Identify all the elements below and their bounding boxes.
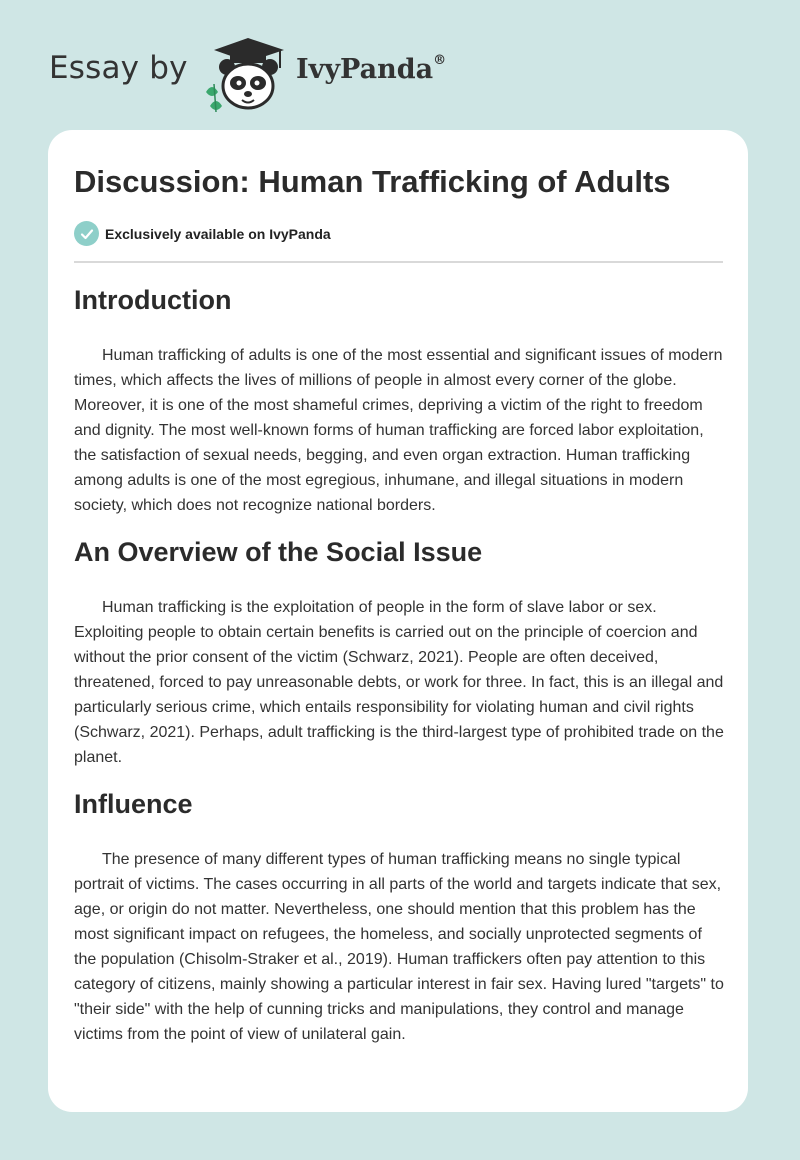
brand-name[interactable]: IvyPanda® [296,53,447,85]
exclusive-badge-label: Exclusively available on IvyPanda [105,225,331,242]
page-title: Discussion: Human Trafficking of Adults [74,164,671,199]
section-paragraph-influence: The presence of many different types of human trafficking means no single typical portrait of victims. The cases occurring in all parts of the world and targets indicate that sex, age, or origin do not matter. Nevertheless, one should mention that this problem has the most significant impact on refugees, the homeless, and socially unprotected segments of the population (Chisolm-Straker et al., 2019). Human traffickers often pay attention to this category of citizens, mainly showing a particular interest in fair sex. Having lured "targets" to "their side" with the help of cunning tricks and manipulations, they control and manage victims from the point of view of unilateral gain. [74,851,724,1043]
section-paragraph-overview: Human trafficking is the exploitation of people in the form of slave labor or sex. Exploiting people to obtain certain benefits is carried out on the principle of coercion and without the prior consent of the victim (Schwarz, 2021). People are often deceived, threatened, forced to pay unreasonable debts, or work for three. In fact, this is an illegal and particularly serious crime, which entails responsibility for violating human and civil rights (Schwarz, 2021). Perhaps, adult trafficking is the third-largest type of prohibited trade on the planet. [74,599,724,766]
section-heading-introduction: Introduction [74,285,232,315]
ivypanda-logo-icon[interactable] [200,34,296,114]
section-heading-overview: An Overview of the Social Issue [74,537,483,567]
section-paragraph-introduction: Human trafficking of adults is one of the most essential and significant issues of modern times, which affects the lives of millions of people in almost every corner of the globe. Moreover, it is one of the most shameful crimes, depriving a victim of the right to freedom and dignity. The most well-known forms of human trafficking are forced labor exploitation, the satisfaction of sexual needs, begging, and even organ extraction. Human trafficking among adults is one of the most egregious, inhumane, and illegal situations in modern society, which does not recognize national borders. [74,347,723,514]
section-heading-influence: Influence [74,789,193,819]
exclusive-badge [74,221,331,246]
essay-card [48,130,748,1112]
check-icon [74,221,99,246]
essay-by-label: Essay by [49,50,188,86]
divider [74,261,723,263]
site-header [0,0,800,130]
registered-mark: ® [433,53,447,68]
